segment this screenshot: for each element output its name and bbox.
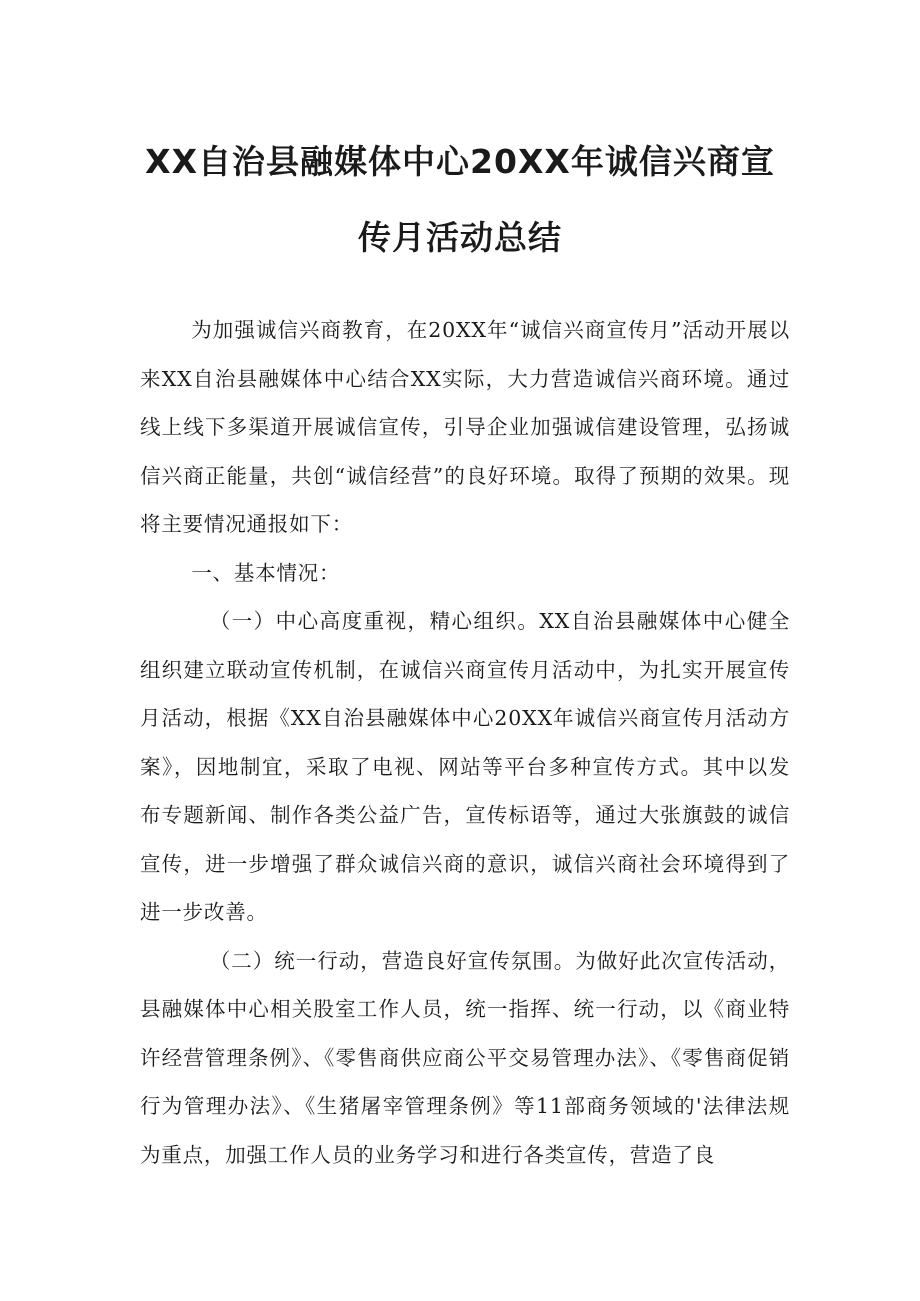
section-heading-basic-situation: 一、基本情况：	[191, 560, 341, 585]
subsection-paragraph-1: （一）中心高度重视，精心组织。XX自治县融媒体中心健全组织建立联动宣传机制，在诚信兴商宣传月活动中，为扎实开展宣传月活动，根据《XX自治县融媒体中心20XX年诚信兴商宣传月活动方案》，因地制宜，采取了电视、网站等平台多种宣传方式。其中以发布专题新闻、制作各类公益广告，宣传标语等，通过大张旗鼓的诚信宣传，进一步增强了群众诚信兴商的意识，诚信兴商社会环境得到了进一步改善。	[140, 609, 790, 924]
subsection-paragraph-2: （二）统一行动，营造良好宣传氛围。为做好此次宣传活动，县融媒体中心相关股室工作人员，统一指挥、统一行动，以《商业特许经营管理条例》、《零售商供应商公平交易管理办法》、《零售商促销行为管理办法》、《生猪屠宰管理条例》等11部商务领域的'法律法规为重点，加强工作人员的业务学习和进行各类宣传，营造了良	[140, 948, 790, 1167]
document-body	[140, 306, 790, 1179]
document-title-line-1: XX自治县融媒体中心20XX年诚信兴商宣	[145, 142, 775, 181]
document-title-line-2: 传月活动总结	[358, 218, 562, 257]
intro-paragraph: 为加强诚信兴商教育，在20XX年“诚信兴商宣传月”活动开展以来XX自治县融媒体中心结合XX实际，大力营造诚信兴商环境。通过线上线下多渠道开展诚信宣传，引导企业加强诚信建设管理，弘扬诚信兴商正能量，共创“诚信经营”的良好环境。取得了预期的效果。现将主要情况通报如下：	[140, 318, 790, 536]
